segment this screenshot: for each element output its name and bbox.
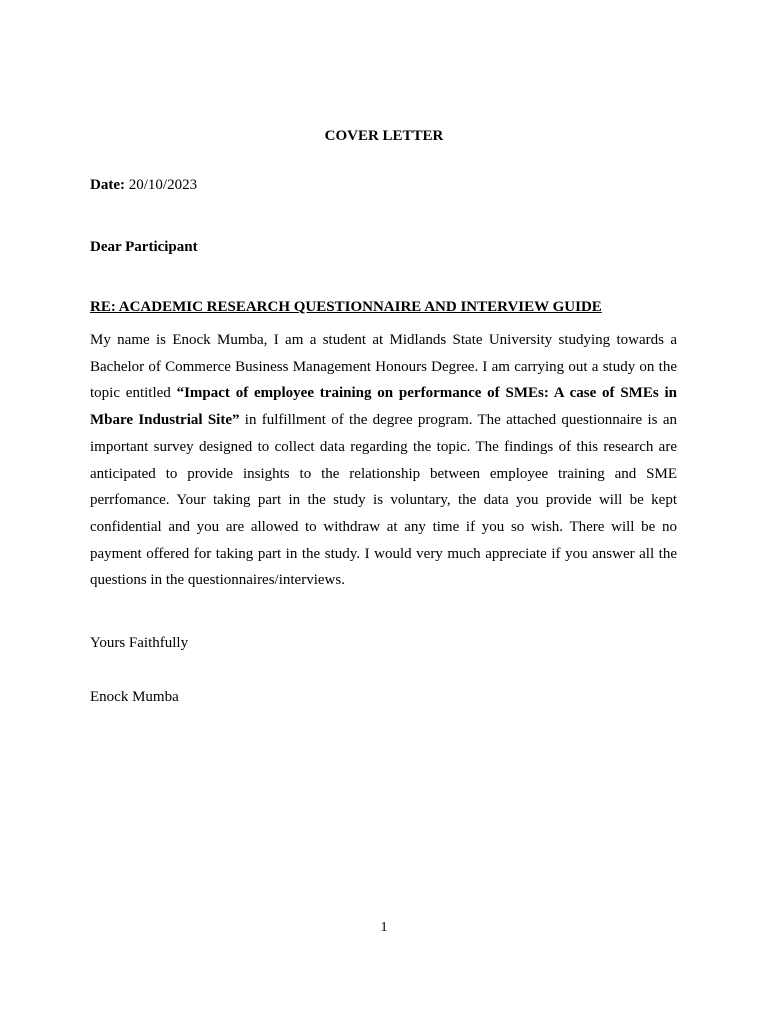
date-label: Date: xyxy=(90,177,125,193)
page-number: 1 xyxy=(380,920,388,935)
study-topic: “Impact of employee training on performance of SMEs: A case of SMEs in Mbare Industrial Site” xyxy=(90,385,677,429)
subject-line: RE: ACADEMIC RESEARCH QUESTIONNAIRE AND INTERVIEW GUIDE xyxy=(90,299,602,315)
letter-date xyxy=(90,177,197,194)
letter-title: COVER LETTER xyxy=(324,128,444,144)
body-text-part2: in fulfillment of the degree program. The attached questionnaire is an important survey designed to collect data regarding the topic. The findings of this research are anticipated to provide insights to the relationship between employee training and SME perrfomance. Your taking part in the study is voluntary, the data you provide will be kept confidential and you are allowed to withdraw at any time if you so wish. There will be no payment offered for taking part in the study. I would very much appreciate if you answer all the questions in the questionnaires/interviews. xyxy=(90,412,677,589)
body-text-part1: My name is Enock Mumba, I am a student at Midlands State University studying towards a Bachelor of Commerce Business Management Honours Degree. I am carrying out a study on the topic entitled xyxy=(90,332,677,402)
closing: Yours Faithfully xyxy=(90,635,189,651)
letter-body xyxy=(90,327,677,594)
salutation: Dear Participant xyxy=(90,239,198,255)
signature-name: Enock Mumba xyxy=(90,689,179,705)
date-value: 20/10/2023 xyxy=(128,177,198,193)
